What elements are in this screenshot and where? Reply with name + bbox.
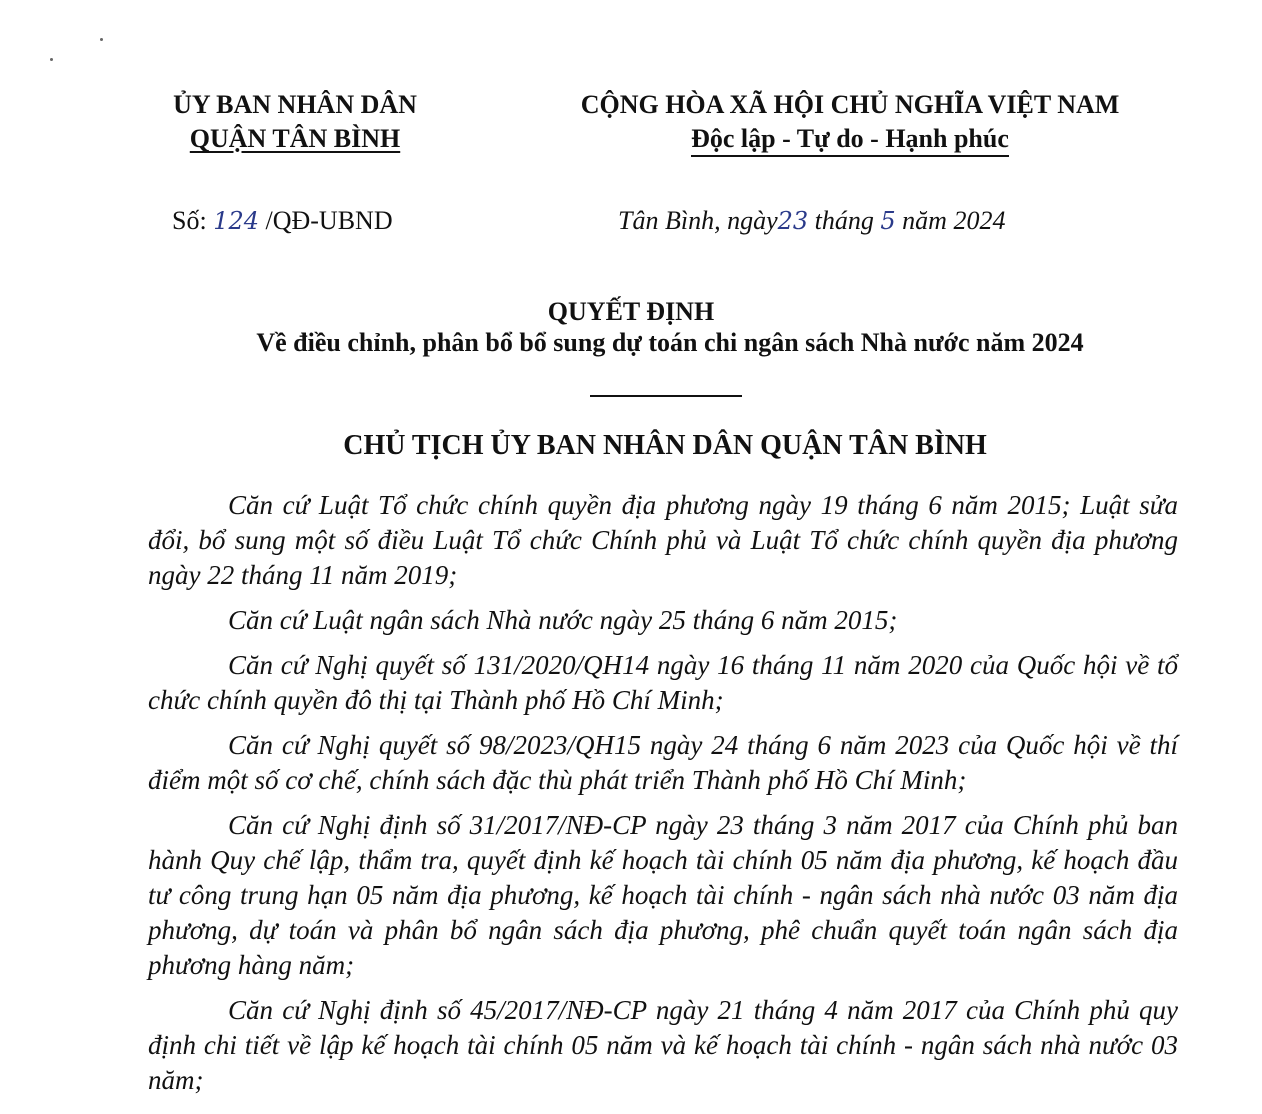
agency-line-1: ỦY BAN NHÂN DÂN: [173, 90, 417, 119]
agency-line-2: [140, 122, 450, 156]
motto-line: [510, 122, 1190, 156]
document-number: [172, 204, 393, 238]
legal-basis-paragraph: Căn cứ Luật ngân sách Nhà nước ngày 25 tháng 6 năm 2015;: [228, 605, 898, 635]
scan-speck: [100, 38, 103, 41]
handwritten-number: 124: [213, 207, 259, 235]
so-suffix: /QĐ-UBND: [259, 206, 393, 235]
agency-name: QUẬN TÂN BÌNH: [189, 124, 401, 153]
date-place: Tân Bình, ngày: [618, 206, 778, 235]
handwritten-day: 23: [777, 207, 809, 235]
legal-basis-paragraph: Căn cứ Nghị quyết số 98/2023/QH15 ngày 24 tháng 6 năm 2023 của Quốc hội về thí điểm một số cơ chế, chính sách đặc thù phát triển Thành phố Hồ Chí Minh;: [148, 730, 1178, 795]
country-name: CỘNG HÒA XÃ HỘI CHỦ NGHĨA VIỆT NAM: [580, 90, 1120, 119]
date-month-label: tháng: [808, 206, 881, 235]
issuing-authority: CHỦ TỊCH ỦY BAN NHÂN DÂN QUẬN TÂN BÌNH: [343, 430, 987, 461]
motto: Độc lập - Tự do - Hạnh phúc: [691, 124, 1009, 157]
legal-basis-paragraph: Căn cứ Luật Tổ chức chính quyền địa phương ngày 19 tháng 6 năm 2015; Luật sửa đổi, bổ sung một số điều Luật Tổ chức Chính phủ và Luật Tổ chức chính quyền địa phương ngày 22 tháng 11 năm 2019;: [148, 490, 1178, 590]
legal-basis: [148, 488, 1178, 1098]
separator-rule: [590, 395, 742, 397]
date-year: năm 2024: [895, 206, 1006, 235]
national-header: [510, 88, 1190, 156]
legal-basis-paragraph: Căn cứ Nghị định số 45/2017/NĐ-CP ngày 21 tháng 4 năm 2017 của Chính phủ quy định chi tiết về lập kế hoạch tài chính 05 năm và kế hoạch tài chính - ngân sách nhà nước 03 năm;: [148, 995, 1178, 1095]
legal-basis-paragraph: Căn cứ Nghị định số 31/2017/NĐ-CP ngày 23 tháng 3 năm 2017 của Chính phủ ban hành Quy chế lập, thẩm tra, quyết định kế hoạch tài chính 05 năm địa phương, kế hoạch đầu tư công trung hạn 05 năm địa phương, kế hoạch tài chính - ngân sách nhà nước 03 năm địa phương, dự toán và phân bổ ngân sách địa phương, phê chuẩn quyết toán ngân sách địa phương hàng năm;: [148, 810, 1178, 980]
so-prefix: Số:: [172, 206, 214, 235]
decision-title: QUYẾT ĐỊNH: [547, 297, 715, 326]
legal-basis-paragraph: Căn cứ Nghị quyết số 131/2020/QH14 ngày 16 tháng 11 năm 2020 của Quốc hội về tổ chức chính quyền đô thị tại Thành phố Hồ Chí Minh;: [148, 650, 1178, 715]
issuing-agency: [140, 88, 450, 156]
handwritten-month: 5: [880, 207, 896, 235]
dateline: [618, 204, 1005, 238]
decision-subtitle: Về điều chỉnh, phân bổ bổ sung dự toán chi ngân sách Nhà nước năm 2024: [256, 328, 1084, 357]
scan-speck: [50, 58, 53, 61]
